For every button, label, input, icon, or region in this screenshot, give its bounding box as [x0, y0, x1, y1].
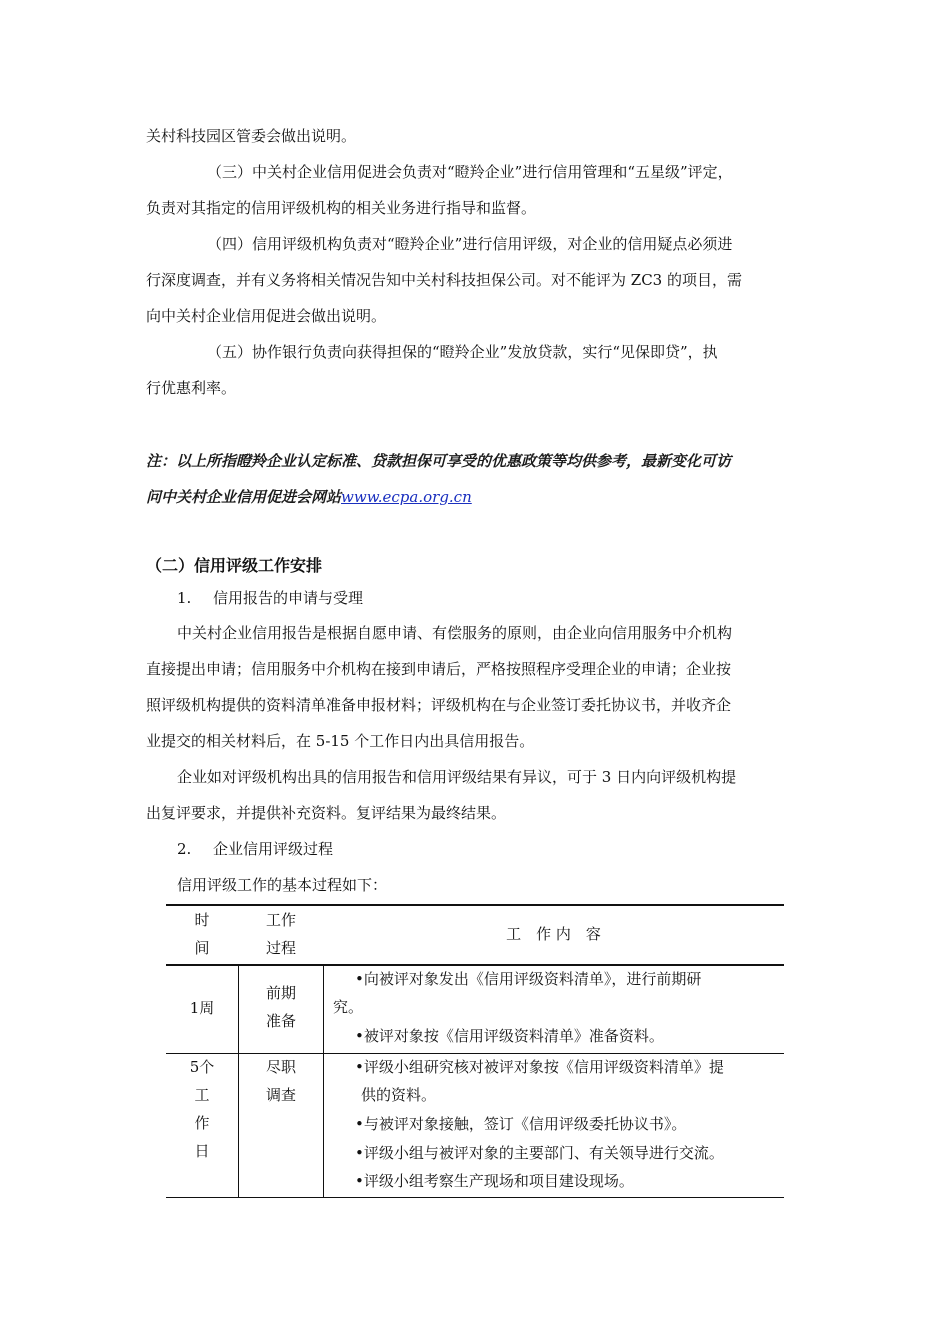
row2-content-line: •评级小组与被评对象的主要部门、有关领导进行交流。	[355, 1144, 724, 1162]
row2-time: 5个 工 作 日	[189, 1058, 215, 1160]
paragraph-line: 企业如对评级机构出具的信用报告和信用评级结果有异议，可于 3 日内向评级机构提	[177, 768, 737, 786]
row1-time: 1周	[189, 999, 215, 1017]
row2-process: 尽职 调查	[265, 1058, 296, 1104]
paragraph-line: （四）信用评级机构负责对“瞪羚企业”进行信用评级，对企业的信用疑点必须进	[207, 235, 733, 253]
note-line: 注：以上所指瞪羚企业认定标准、贷款担保可享受的优惠政策等均供参考，最新变化可访	[146, 452, 732, 470]
header-content: 工 作 内 容	[506, 925, 601, 943]
row2-content-line: •与被评对象接触，签订《信用评级委托协议书》。	[355, 1115, 687, 1133]
paragraph-line: 直接提出申请；信用服务中介机构在接到申请后，严格按照程序受理企业的申请；企业按	[146, 660, 732, 678]
paragraph-line: 业提交的相关材料后，在 5-15 个工作日内出具信用报告。	[146, 732, 535, 750]
paragraph-line: 行优惠利率。	[146, 379, 237, 397]
paragraph-line: 负责对其指定的信用评级机构的相关业务进行指导和监督。	[146, 199, 537, 217]
paragraph-line: 行深度调查，并有义务将相关情况告知中关村科技担保公司。对不能评为 ZC3 的项目，需	[146, 271, 742, 289]
paragraph-line: （三）中关村企业信用促进会负责对“瞪羚企业”进行信用管理和“五星级”评定，	[207, 163, 733, 181]
paragraph-line: 中关村企业信用报告是根据自愿申请、有偿服务的原则，由企业向信用服务中介机构	[177, 624, 733, 642]
item-number: 1.	[177, 589, 192, 607]
row1-content-line: •被评对象按《信用评级资料清单》准备资料。	[355, 1027, 664, 1045]
header-time: 时 间	[194, 911, 210, 957]
row2-content-line: •评级小组研究核对被评对象按《信用评级资料清单》提	[355, 1058, 724, 1076]
item-number: 2.	[177, 840, 192, 858]
row1-process: 前期 准备	[265, 984, 296, 1030]
table-bottom-border	[166, 1197, 784, 1198]
note-text: 问中关村企业信用促进会网站	[146, 488, 342, 506]
header-process: 工作 过程	[265, 911, 296, 957]
paragraph-line: 向中关村企业信用促进会做出说明。	[146, 307, 387, 325]
paragraph-line: 关村科技园区管委会做出说明。	[146, 127, 357, 145]
row2-content-line: •评级小组考察生产现场和项目建设现场。	[355, 1172, 634, 1190]
paragraph-line: 出复评要求，并提供补充资料。复评结果为最终结果。	[146, 804, 507, 822]
row1-content-line: 究。	[333, 998, 364, 1016]
table-top-border	[166, 904, 784, 906]
item-title: 企业信用评级过程	[213, 840, 334, 858]
table-row-border	[166, 1053, 784, 1054]
paragraph-line: 照评级机构提供的资料清单准备申报材料；评级机构在与企业签订委托协议书，并收齐企	[146, 696, 732, 714]
table-header-border	[166, 964, 784, 966]
row2-content-line: 供的资料。	[361, 1086, 437, 1104]
table-intro: 信用评级工作的基本过程如下：	[177, 876, 388, 894]
website-link[interactable]: www.ecpa.org.cn	[341, 488, 472, 506]
item-title: 信用报告的申请与受理	[213, 589, 364, 607]
note-line	[146, 488, 472, 506]
section-heading: （二）信用评级工作安排	[146, 556, 323, 575]
row1-content-line: •向被评对象发出《信用评级资料清单》，进行前期研	[355, 970, 702, 988]
paragraph-line: （五）协作银行负责向获得担保的“瞪羚企业”发放贷款，实行“见保即贷”，执	[207, 343, 718, 361]
